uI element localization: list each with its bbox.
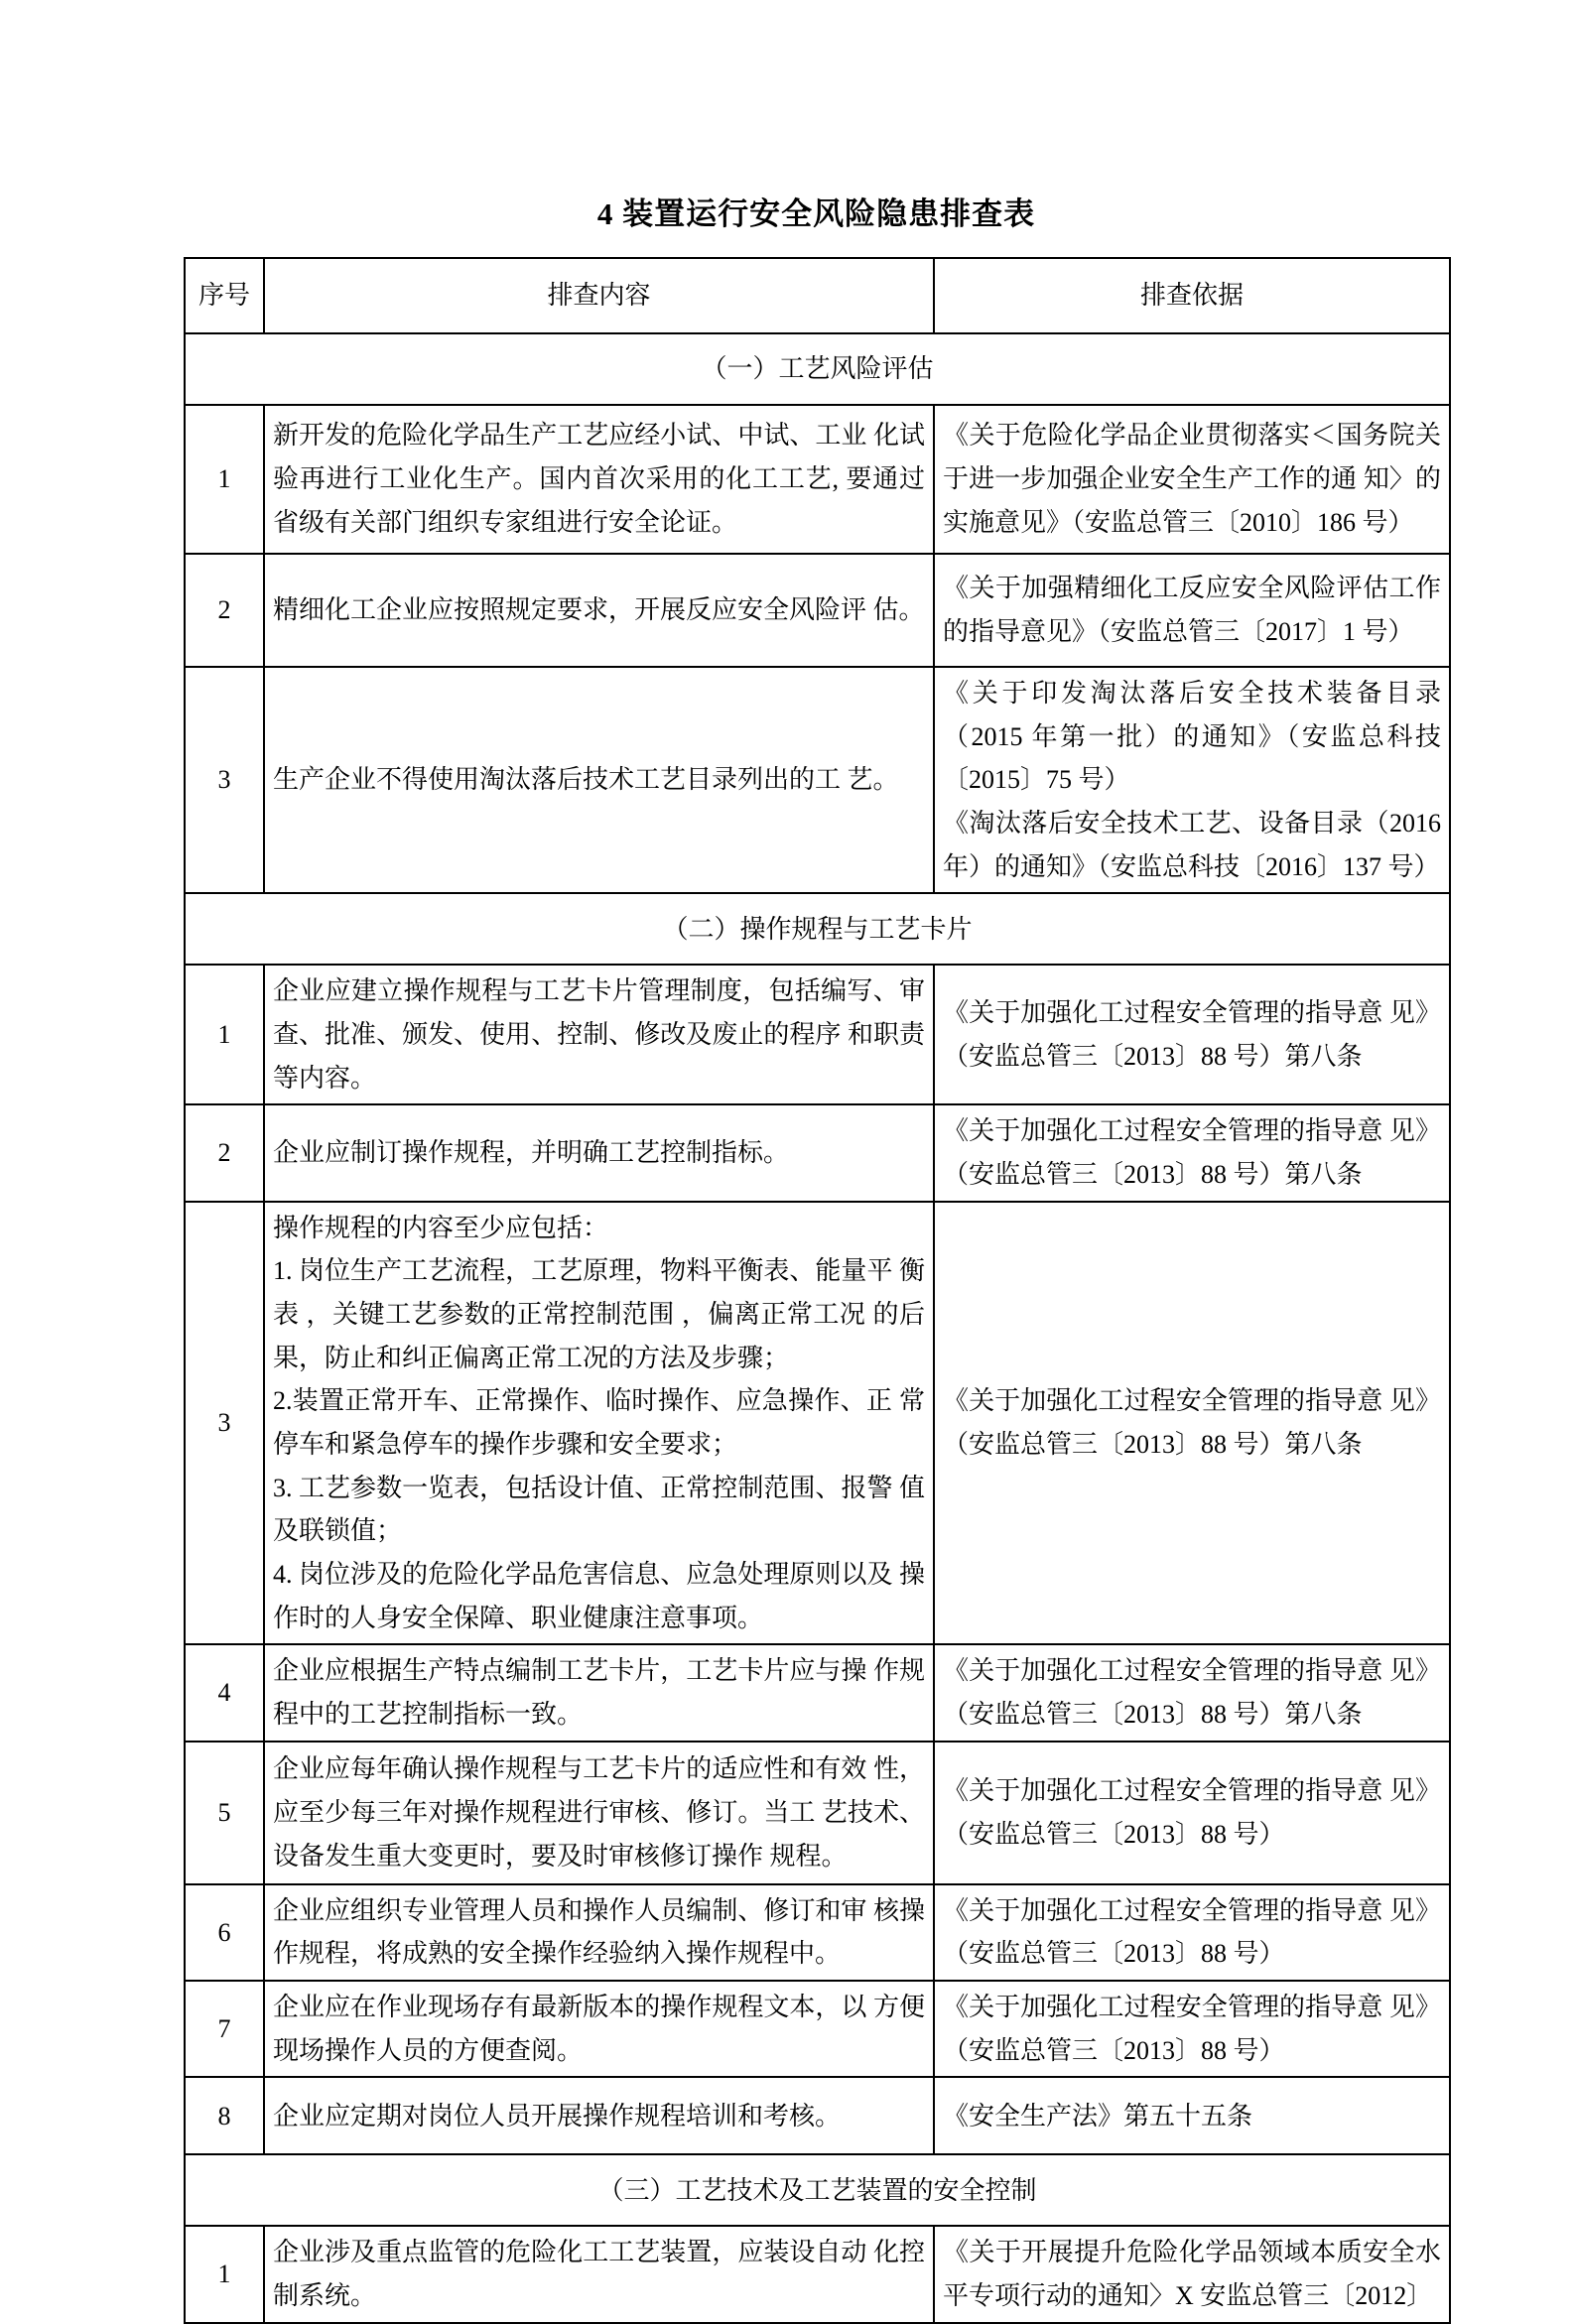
row-content-paragraph: 企业涉及重点监管的危险化工工艺装置，应装设自动 化控制系统。	[273, 2238, 925, 2311]
table-row	[185, 554, 1450, 667]
row-basis-paragraph: 《淘汰落后安全技术工艺、设备目录（2016 年）的通知》（安监总科技〔2016〕137 号）	[943, 809, 1441, 881]
table-row	[185, 1884, 1450, 1981]
column-header-basis: 排查依据	[934, 258, 1450, 333]
row-index: 6	[185, 1884, 264, 1981]
row-basis-paragraph: 《安全生产法》第五十五条	[943, 2101, 1253, 2130]
row-basis	[934, 1644, 1450, 1741]
row-basis-paragraph: 《关于印发淘汰落后安全技术装备目录（2015 年第一批）的通知》（安监总科技〔2015〕75 号）	[943, 679, 1441, 795]
row-content	[264, 1981, 934, 2077]
row-content-paragraph: 企业应定期对岗位人员开展操作规程培训和考核。	[273, 2101, 842, 2130]
section-title: （一）工艺风险评估	[185, 333, 1450, 405]
row-content	[264, 965, 934, 1104]
row-content	[264, 1104, 934, 1201]
row-content-paragraph: 企业应在作业现场存有最新版本的操作规程文本，以 方便现场操作人员的方便查阅。	[273, 1993, 925, 2065]
table-header-row	[185, 258, 1450, 333]
row-content	[264, 554, 934, 667]
row-basis-paragraph: 《关于加强化工过程安全管理的指导意 见》（安监总管三〔2013〕88 号）	[943, 1993, 1441, 2065]
row-content	[264, 1884, 934, 1981]
section-title: （二）操作规程与工艺卡片	[185, 893, 1450, 965]
row-basis	[934, 1884, 1450, 1981]
row-index: 7	[185, 1981, 264, 2077]
row-index: 2	[185, 554, 264, 667]
inspection-table	[184, 257, 1451, 2324]
row-basis	[934, 2226, 1450, 2322]
section-row	[185, 333, 1450, 405]
table-row	[185, 405, 1450, 554]
table-body	[185, 258, 1450, 2323]
row-basis	[934, 1202, 1450, 1645]
row-content	[264, 1742, 934, 1884]
table-row	[185, 1644, 1450, 1741]
section-row	[185, 2154, 1450, 2226]
row-content	[264, 2077, 934, 2154]
row-basis-paragraph: 《关于加强化工过程安全管理的指导意 见》（安监总管三〔2013〕88 号）第八条	[943, 1116, 1441, 1190]
row-content	[264, 405, 934, 554]
row-basis	[934, 2077, 1450, 2154]
document-title: 4 装置运行安全风险隐患排查表	[596, 196, 1036, 231]
row-basis	[934, 667, 1450, 893]
table-row	[185, 1104, 1450, 1201]
column-header-content: 排查内容	[264, 258, 934, 333]
table-row	[185, 667, 1450, 893]
row-content-paragraph: 操作规程的内容至少应包括：	[273, 1213, 609, 1242]
table-row	[185, 2077, 1450, 2154]
row-content-paragraph: 企业应每年确认操作规程与工艺卡片的适应性和有效 性，应至少每三年对操作规程进行审核、修订。当工 艺技术、设备发生重大变更时，要及时审核修订操作 规程。	[273, 1754, 925, 1871]
row-content-paragraph: 4. 岗位涉及的危险化学品危害信息、应急处理原则以及 操作时的人身安全保障、职业健康注意事项。	[273, 1560, 925, 1632]
row-basis	[934, 554, 1450, 667]
row-content-paragraph: 企业应根据生产特点编制工艺卡片，工艺卡片应与操 作规程中的工艺控制指标一致。	[273, 1656, 925, 1730]
row-content-paragraph: 2.装置正常开车、正常操作、临时操作、应急操作、正 常停车和紧急停车的操作步骤和安全要求；	[273, 1386, 925, 1460]
row-content-paragraph: 企业应组织专业管理人员和操作人员编制、修订和审 核操作规程，将成熟的安全操作经验纳入操作规程中。	[273, 1895, 925, 1969]
row-basis	[934, 1742, 1450, 1884]
row-content-paragraph: 3. 工艺参数一览表，包括设计值、正常控制范围、报警 值及联锁值；	[273, 1473, 925, 1546]
table-row	[185, 1742, 1450, 1884]
row-content-paragraph: 1. 岗位生产工艺流程，工艺原理，物料平衡表、能量平 衡表 ，关键工艺参数的正常控制范围 ，偏离正常工况 的后果，防止和纠正偏离正常工况的方法及步骤；	[273, 1256, 925, 1372]
row-index: 3	[185, 1202, 264, 1645]
row-content	[264, 2226, 934, 2322]
row-content-paragraph: 企业应建立操作规程与工艺卡片管理制度，包括编写、审查、批准、颁发、使用、控制、修改及废止的程序 和职责等内容。	[273, 976, 925, 1093]
row-basis-paragraph: 《关于开展提升危险化学品领域本质安全水平专项行动的通知〉X 安监总管三〔2012〕	[943, 2238, 1441, 2311]
row-content-paragraph: 精细化工企业应按照规定要求，开展反应安全风险评 估。	[273, 595, 925, 625]
table-row	[185, 965, 1450, 1104]
row-content-paragraph: 企业应制订操作规程，并明确工艺控制指标。	[273, 1138, 790, 1168]
row-index: 3	[185, 667, 264, 893]
row-basis-paragraph: 《关于加强化工过程安全管理的指导意 见》（安监总管三〔2013〕88 号）	[943, 1895, 1441, 1969]
table-row	[185, 1202, 1450, 1645]
row-basis	[934, 1981, 1450, 2077]
row-basis-paragraph: 《关于加强化工过程安全管理的指导意 见》（安监总管三〔2013〕88 号）第八条	[943, 998, 1441, 1071]
column-header-index: 序号	[185, 258, 264, 333]
row-content-paragraph: 生产企业不得使用淘汰落后技术工艺目录列出的工 艺。	[273, 765, 899, 795]
row-index: 4	[185, 1644, 264, 1741]
row-basis	[934, 965, 1450, 1104]
row-basis-paragraph: 《关于加强化工过程安全管理的指导意 见》（安监总管三〔2013〕88 号）第八条	[943, 1656, 1441, 1730]
document-page	[184, 189, 1449, 2324]
row-index: 1	[185, 965, 264, 1104]
table-row	[185, 2226, 1450, 2322]
row-basis-paragraph: 《关于加强精细化工反应安全风险评估工作的指导意见》（安监总管三〔2017〕1 号）	[943, 574, 1441, 646]
row-index: 1	[185, 405, 264, 554]
row-basis-paragraph: 《关于危险化学品企业贯彻落实＜国务院关于进一步加强企业安全生产工作的通 知〉的实施意见》（安监总管三〔2010〕186 号）	[943, 421, 1441, 537]
section-title: （三）工艺技术及工艺装置的安全控制	[185, 2154, 1450, 2226]
section-row	[185, 893, 1450, 965]
row-index: 2	[185, 1104, 264, 1201]
row-basis-paragraph: 《关于加强化工过程安全管理的指导意 见》（安监总管三〔2013〕88 号）	[943, 1776, 1441, 1849]
row-content	[264, 667, 934, 893]
table-row	[185, 1981, 1450, 2077]
row-index: 5	[185, 1742, 264, 1884]
row-content	[264, 1202, 934, 1645]
row-basis	[934, 1104, 1450, 1201]
row-content-paragraph: 新开发的危险化学品生产工艺应经小试、中试、工业 化试验再进行工业化生产。国内首次采用的化工工艺, 要通过省级有关部门组织专家组进行安全论证。	[273, 421, 925, 537]
row-index: 8	[185, 2077, 264, 2154]
row-content	[264, 1644, 934, 1741]
row-basis	[934, 405, 1450, 554]
row-basis-paragraph: 《关于加强化工过程安全管理的指导意 见》（安监总管三〔2013〕88 号）第八条	[943, 1386, 1441, 1460]
row-index: 1	[185, 2226, 264, 2322]
